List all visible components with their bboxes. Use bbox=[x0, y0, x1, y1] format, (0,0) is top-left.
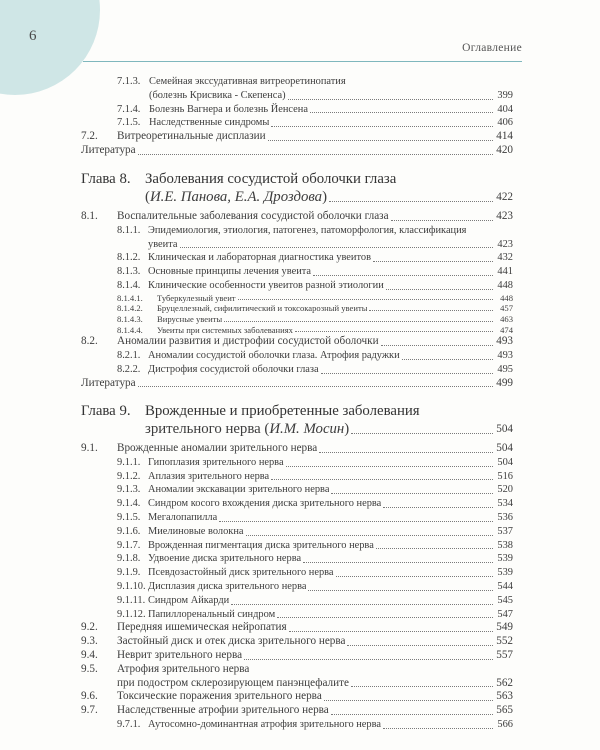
toc-entry-page: 536 bbox=[497, 511, 513, 523]
toc-entry-page: 420 bbox=[496, 143, 513, 156]
dot-leader bbox=[331, 714, 493, 715]
toc-entry-title: Литература bbox=[81, 376, 136, 389]
chapter9-page: 504 bbox=[496, 423, 513, 435]
dot-leader bbox=[402, 359, 493, 360]
toc-entry-page: 448 bbox=[500, 292, 513, 303]
toc-entry-number: 9.1. bbox=[81, 442, 98, 454]
toc-entry-title: Основные принципы лечения увеита bbox=[148, 266, 312, 278]
toc-entry-title: Гипоплазия зрительного нерва bbox=[148, 456, 284, 468]
toc-entry-page: 493 bbox=[497, 349, 513, 361]
toc-entry[interactable] bbox=[81, 635, 513, 649]
dot-leader bbox=[231, 604, 493, 605]
chapter8-author-open: ( bbox=[145, 189, 150, 205]
toc-entry-number: 9.1.12. bbox=[117, 608, 146, 620]
dot-leader bbox=[329, 201, 493, 202]
toc-entry-title: Передняя ишемическая нейропатия bbox=[117, 621, 287, 634]
dot-leader bbox=[351, 433, 493, 434]
chapter8-page: 422 bbox=[496, 191, 513, 203]
dot-leader bbox=[369, 310, 493, 311]
toc-entry-number: 8.1.4.2. bbox=[117, 303, 143, 314]
dot-leader bbox=[271, 126, 493, 127]
toc-entry-title: Синдром Айкарди bbox=[148, 594, 230, 606]
toc-entry[interactable] bbox=[81, 363, 513, 377]
toc-entry[interactable] bbox=[81, 663, 513, 677]
toc-entry-number: 8.1.4.1. bbox=[117, 292, 143, 303]
toc-entry-page: 457 bbox=[500, 303, 513, 314]
chapter9-number: Глава 9. bbox=[81, 403, 131, 419]
toc-entry-page: 562 bbox=[496, 676, 513, 689]
toc-entry-page: 441 bbox=[497, 266, 513, 278]
dot-leader bbox=[303, 562, 493, 563]
toc-entry-title: Аномалии развития и дистрофии сосудистой оболочки bbox=[117, 335, 379, 348]
toc-entry[interactable] bbox=[81, 238, 513, 252]
toc-entry[interactable] bbox=[81, 442, 513, 456]
toc-entry[interactable] bbox=[81, 677, 513, 691]
toc-entry-number: 9.1.4. bbox=[117, 498, 141, 510]
toc-entry-number: 9.2. bbox=[81, 621, 98, 634]
toc-entry-title: Туберкулезный увеит bbox=[157, 292, 236, 303]
toc-entry-title: Токсические поражения зрительного нерва bbox=[117, 690, 322, 703]
toc-entry-page: 399 bbox=[497, 89, 513, 101]
toc-entry-number: 9.1.2. bbox=[117, 470, 141, 482]
toc-entry-number: 9.1.3. bbox=[117, 484, 141, 496]
toc-entry[interactable] bbox=[81, 293, 513, 304]
dot-leader bbox=[238, 299, 493, 300]
toc-entry-page: 563 bbox=[496, 690, 513, 703]
toc-section-chapter7-end bbox=[81, 75, 513, 158]
toc-entry-title: увеита bbox=[148, 238, 178, 250]
toc-entry-title: Вирусные увеиты bbox=[157, 313, 223, 324]
toc-entry-page: 504 bbox=[496, 442, 513, 454]
chapter9-author: И.М. Мосин bbox=[269, 421, 345, 437]
toc-entry[interactable] bbox=[81, 279, 513, 293]
toc-entry-page: 565 bbox=[496, 704, 513, 717]
toc-entry-page: 493 bbox=[496, 335, 513, 348]
chapter8-author: И.Е. Панова, Е.А. Дроздова bbox=[149, 189, 323, 205]
dot-leader bbox=[224, 321, 493, 322]
toc-entry[interactable] bbox=[81, 580, 513, 594]
toc-entry[interactable] bbox=[81, 303, 513, 314]
toc-entry-title: Удвоение диска зрительного нерва bbox=[148, 553, 302, 565]
toc-entry[interactable] bbox=[81, 103, 513, 117]
toc-entry-page: 545 bbox=[497, 594, 513, 606]
toc-entry-number: 9.1.5. bbox=[117, 511, 141, 523]
toc-entry-page: 516 bbox=[497, 470, 513, 482]
toc-entry[interactable] bbox=[81, 265, 513, 279]
toc-entry-number: 8.2.2. bbox=[117, 363, 141, 375]
toc-entry-number: 7.2. bbox=[81, 130, 98, 143]
toc-entry-title: Аномалии сосудистой оболочки глаза. Атрофия радужки bbox=[148, 349, 400, 361]
toc-entry[interactable] bbox=[81, 144, 513, 158]
toc-entry[interactable] bbox=[81, 325, 513, 336]
chapter9-heading[interactable] bbox=[81, 402, 513, 420]
dot-leader bbox=[347, 645, 493, 646]
toc-entry-title: Аплазия зрительного нерва bbox=[148, 470, 270, 482]
toc-entry-page: 557 bbox=[496, 648, 513, 661]
toc-entry[interactable] bbox=[81, 566, 513, 580]
dot-leader bbox=[271, 479, 493, 480]
toc-entry-number: 9.1.10. bbox=[117, 580, 146, 592]
toc-entry-page: 406 bbox=[497, 117, 513, 129]
toc-entry-title: Аутосомно-доминантная атрофия зрительного нерва bbox=[148, 718, 381, 730]
toc-section-chapter8 bbox=[81, 170, 513, 390]
toc-entry[interactable] bbox=[81, 116, 513, 130]
toc-entry-page: 463 bbox=[500, 313, 513, 324]
toc-entry[interactable] bbox=[81, 511, 513, 525]
toc-entry-title: Папиллоренальный синдром bbox=[148, 608, 276, 620]
toc-entry-number: 7.1.4. bbox=[117, 103, 141, 115]
chapter9-author-close: ) bbox=[344, 421, 350, 437]
toc-entry-title: Синдром косого вхождения диска зрительного нерва bbox=[148, 498, 382, 510]
toc-entry[interactable] bbox=[81, 349, 513, 363]
dot-leader bbox=[373, 261, 493, 262]
toc-entry[interactable] bbox=[81, 224, 513, 238]
toc-entry-page: 552 bbox=[496, 635, 513, 648]
toc-entry-page: 495 bbox=[497, 363, 513, 375]
toc-entry-number: 9.1.11. bbox=[117, 594, 146, 606]
toc-entry[interactable] bbox=[81, 525, 513, 539]
toc-entry[interactable] bbox=[81, 251, 513, 265]
toc-entry-number: 9.1.1. bbox=[117, 456, 141, 468]
toc-entry[interactable] bbox=[81, 377, 513, 391]
toc-entry-title: Воспалительные заболевания сосудистой оболочки глаза bbox=[117, 210, 389, 222]
toc-entry-page: 539 bbox=[497, 553, 513, 565]
toc-entry-title: Клиническая и лабораторная диагностика увеитов bbox=[148, 252, 371, 264]
toc-section-chapter9 bbox=[81, 402, 513, 732]
toc-entry-title: Неврит зрительного нерва bbox=[117, 648, 243, 661]
toc-entry-title: Мегалопапилла bbox=[148, 511, 218, 523]
chapter8-heading[interactable] bbox=[81, 170, 513, 188]
toc-entry-number: 9.1.7. bbox=[117, 539, 141, 551]
dot-leader bbox=[383, 728, 493, 729]
toc-entry[interactable] bbox=[81, 210, 513, 224]
toc-entry-page: 414 bbox=[496, 130, 513, 143]
toc-entry-number: 8.1.2. bbox=[117, 252, 141, 264]
toc-entry-title: при подостром склерозирующем панэнцефалите bbox=[117, 676, 349, 689]
toc-entry-number: 8.1.4. bbox=[117, 279, 141, 291]
toc-entry-number: 9.7. bbox=[81, 704, 98, 717]
toc-entry-page: 549 bbox=[496, 621, 513, 634]
chapter8-number: Глава 8. bbox=[81, 171, 131, 187]
dot-leader bbox=[381, 345, 493, 346]
toc-entry-number: 8.1.4.3. bbox=[117, 313, 143, 324]
toc-entry[interactable] bbox=[81, 314, 513, 325]
dot-leader bbox=[244, 659, 493, 660]
toc-entry-page: 404 bbox=[497, 103, 513, 115]
toc-entry-page: 432 bbox=[497, 252, 513, 264]
dot-leader bbox=[219, 521, 493, 522]
toc-entry-page: 539 bbox=[497, 567, 513, 579]
chapter8-entries bbox=[81, 210, 513, 390]
dot-leader bbox=[138, 386, 493, 387]
toc-entry-page: 547 bbox=[497, 608, 513, 620]
dot-leader bbox=[319, 452, 493, 453]
chapter8-author-line[interactable] bbox=[81, 188, 513, 206]
toc-entry-title: Семейная экссудативная витреоретинопатия bbox=[149, 76, 346, 87]
dot-leader bbox=[289, 631, 493, 632]
toc-entry-page: 499 bbox=[496, 376, 513, 389]
toc-entry-title: Болезнь Вагнера и болезнь Йенсена bbox=[149, 103, 308, 115]
toc-entry-title: (болезнь Крисвика - Скепенса) bbox=[149, 89, 286, 101]
toc-entry[interactable] bbox=[81, 608, 513, 622]
dot-leader bbox=[351, 686, 493, 687]
dot-leader bbox=[376, 548, 493, 549]
toc-entry-page: 534 bbox=[497, 498, 513, 510]
dot-leader bbox=[331, 493, 493, 494]
toc-entry-number: 8.2. bbox=[81, 335, 98, 348]
toc-entry-number: 8.1. bbox=[81, 210, 98, 222]
toc-entry-number: 8.2.1. bbox=[117, 349, 141, 361]
toc-entry-title: Врожденные аномалии зрительного нерва bbox=[117, 442, 318, 454]
dot-leader bbox=[180, 247, 494, 248]
toc-entry-page: 520 bbox=[497, 484, 513, 496]
toc-entry-page: 537 bbox=[497, 525, 513, 537]
toc-entry-number: 9.6. bbox=[81, 690, 98, 703]
toc-entry-page: 544 bbox=[497, 580, 513, 592]
toc-entry-number: 8.1.4.4. bbox=[117, 324, 143, 335]
page-number: 6 bbox=[29, 28, 37, 44]
toc-entry[interactable] bbox=[81, 89, 513, 103]
toc-entry-title: Застойный диск и отек диска зрительного нерва bbox=[117, 635, 346, 648]
toc-entry-title: Атрофия зрительного нерва bbox=[117, 662, 250, 675]
dot-leader bbox=[308, 590, 493, 591]
toc-entry-number: 7.1.5. bbox=[117, 117, 141, 129]
toc-entry[interactable] bbox=[81, 539, 513, 553]
toc-entry-number: 9.5. bbox=[81, 662, 98, 675]
chapter9-entries bbox=[81, 442, 513, 732]
toc-entry[interactable] bbox=[81, 649, 513, 663]
toc-entry-number: 9.1.8. bbox=[117, 553, 141, 565]
toc-entry[interactable] bbox=[81, 470, 513, 484]
toc-entry[interactable] bbox=[81, 335, 513, 349]
dot-leader bbox=[310, 112, 493, 113]
toc-entry[interactable] bbox=[81, 704, 513, 718]
dot-leader bbox=[386, 289, 493, 290]
toc-entry[interactable] bbox=[81, 690, 513, 704]
toc-entry-page: 474 bbox=[500, 324, 513, 335]
dot-leader bbox=[246, 535, 493, 536]
toc-entry[interactable] bbox=[81, 483, 513, 497]
dot-leader bbox=[321, 373, 493, 374]
toc-entry-page: 538 bbox=[497, 539, 513, 551]
toc-entry-page: 504 bbox=[497, 456, 513, 468]
chapter9-title-line2: зрительного нерва bbox=[145, 421, 261, 437]
dot-leader bbox=[391, 220, 493, 221]
toc-entry-number: 9.1.9. bbox=[117, 567, 141, 579]
toc-entry-title: Наследственные атрофии зрительного нерва bbox=[117, 704, 329, 717]
toc-entry-number: 9.1.6. bbox=[117, 525, 141, 537]
toc-entry[interactable] bbox=[81, 75, 513, 89]
chapter9-title-line1: Врожденные и приобретенные заболевания bbox=[145, 403, 420, 419]
running-title: Оглавление bbox=[462, 42, 522, 54]
toc-entry-number: 8.1.1. bbox=[117, 224, 141, 236]
toc-entry-number: 9.3. bbox=[81, 635, 98, 648]
toc-entry-number: 8.1.3. bbox=[117, 266, 141, 278]
toc-entry-title: Дисплазия диска зрительного нерва bbox=[148, 580, 307, 592]
toc-entry-title: Дистрофия сосудистой оболочки глаза bbox=[148, 363, 319, 375]
toc-entry[interactable] bbox=[81, 594, 513, 608]
chapter9-author-line[interactable] bbox=[81, 420, 513, 438]
dot-leader bbox=[277, 617, 493, 618]
toc-entry[interactable] bbox=[81, 718, 513, 732]
dot-leader bbox=[295, 331, 493, 332]
toc-entry-title: Витреоретинальные дисплазии bbox=[117, 130, 266, 143]
toc-entry-title: Увеиты при системных заболеваниях bbox=[157, 324, 293, 335]
toc-entry-title: Литература bbox=[81, 143, 136, 156]
toc-entry[interactable] bbox=[81, 621, 513, 635]
header-rule bbox=[83, 61, 522, 62]
toc-entry-title: Миелиновые волокна bbox=[148, 525, 244, 537]
toc-entry[interactable] bbox=[81, 552, 513, 566]
toc-entry-title: Бруцеллезный, сифилитический и токсокарозный увеиты bbox=[157, 303, 368, 314]
toc-entry-number: 9.7.1. bbox=[117, 718, 141, 730]
dot-leader bbox=[313, 275, 493, 276]
toc-entry-title: Эпидемиология, этиология, патогенез, патоморфология, классификация bbox=[148, 224, 467, 236]
toc-entry[interactable] bbox=[81, 497, 513, 511]
toc-entry-number: 7.1.3. bbox=[117, 76, 141, 87]
toc-entry-title: Наследственные синдромы bbox=[149, 117, 270, 129]
chapter8-author-close: ) bbox=[322, 189, 328, 205]
toc-entry-page: 423 bbox=[497, 238, 513, 250]
toc-entry-title: Клинические особенности увеитов разной этиологии bbox=[148, 279, 384, 291]
toc-entry[interactable] bbox=[81, 456, 513, 470]
toc-entry-page: 448 bbox=[497, 279, 513, 291]
toc-entry-page: 423 bbox=[496, 210, 513, 222]
dot-leader bbox=[286, 466, 493, 467]
toc-entry-number: 9.4. bbox=[81, 648, 98, 661]
dot-leader bbox=[336, 576, 493, 577]
toc-entry-title: Врожденная пигментация диска зрительного нерва bbox=[148, 539, 374, 551]
toc-entry-title: Псевдозастойный диск зрительного нерва bbox=[148, 567, 334, 579]
dot-leader bbox=[268, 140, 493, 141]
toc-entry-title: Аномалии экскавации зрительного нерва bbox=[148, 484, 330, 496]
toc-entry-page: 566 bbox=[497, 718, 513, 730]
chapter8-title: Заболевания сосудистой оболочки глаза bbox=[145, 171, 397, 187]
dot-leader bbox=[383, 507, 493, 508]
dot-leader bbox=[138, 154, 493, 155]
toc-entry[interactable] bbox=[81, 130, 513, 144]
chapter9-author-open: ( bbox=[264, 421, 270, 437]
dot-leader bbox=[324, 700, 493, 701]
dot-leader bbox=[288, 99, 493, 100]
